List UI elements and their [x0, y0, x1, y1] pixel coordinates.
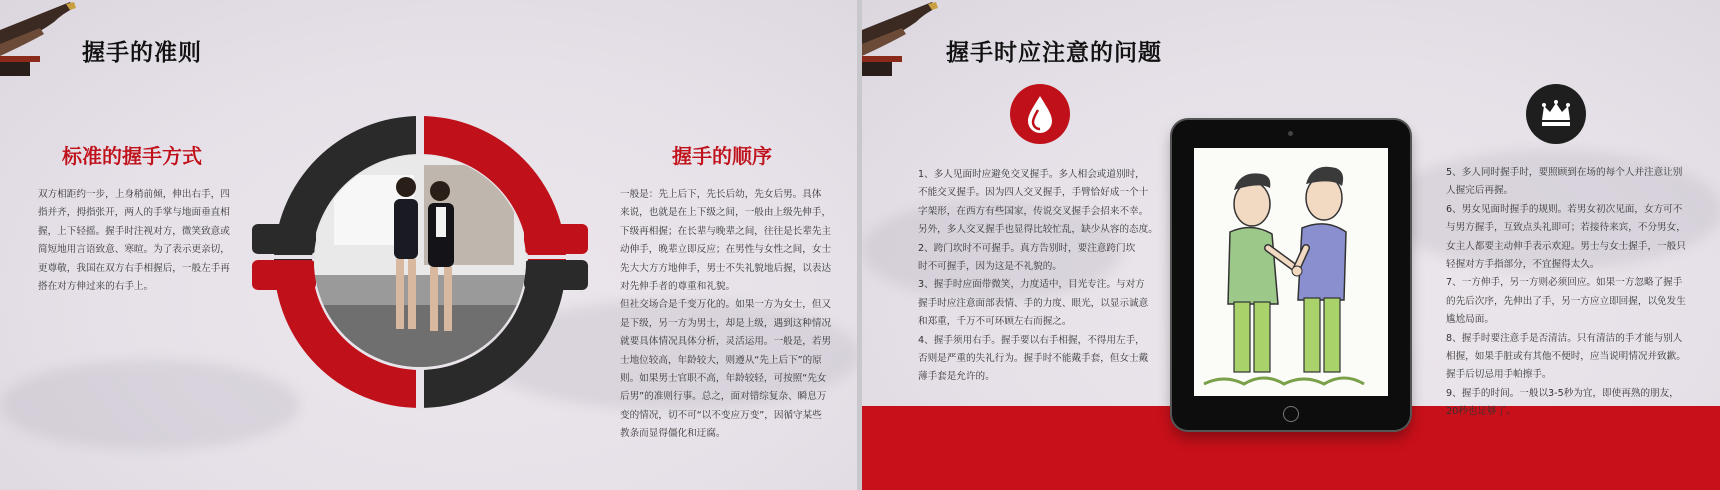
- crown-icon: [1526, 84, 1586, 144]
- text-handshake-order: 一般是：先上后下，先长后幼，先女后男。具体 来说，也就是在上下级之间，一般由上级先伸手， 下级再相握；在长辈与晚辈之间，往往是长辈先主 动伸手，晚辈立即反应；在男性与女性之间，女士 先大大方方地伸手，男士不失礼貌地后握，以表达 对先伸手者的尊重和礼貌。 但社交场合是千变万化的。如果一方为女士，但又 是下级，另一方为男士，却是上级，遇到这种情况 就要具体情况具体分析，灵活运用。一般是，若男 士地位较高，年龄较大，则遵从“先上后下”的原 则。如果男士官职不高，年龄较轻，可按照“先女 后男”的准则行事。总之，面对错综复杂、瞬息万 变的情况，切不可“以不变应万变”，因循守某些 教条而显得僵化和迂腐。: [620, 189, 832, 440]
- tablet-screen-illustration: [1194, 148, 1388, 396]
- tablet-device: [1172, 120, 1410, 430]
- text-notes-1-4: 1、多人见面时应避免交叉握手。多人相会或道别时， 不能交叉握手。因为四人交叉握手，手臂恰好成一个十 字架形，在西方有些国家，传说交叉握手会招来不幸。 另外，多人交叉握手也显得比较忙乱，缺少从容的态度。 2、跨门坎时不可握手。真方告别时，要注意跨门坎 时不可握手，因为这是不礼貌的。 3、握手时应面带微笑，力度适中，目光专注。与对方 握手时应注意面部表情、手的力度、眼光，以显示诚意 和郑重，千万不可环顾左右而握之。 4、握手须用右手。握手要以右手相握，不得用左手， 否则是严重的失礼行为。握手时不能戴手套，但女士戴 薄手套是允许的。: [918, 169, 1158, 383]
- heading-handshake-order: 握手的顺序: [672, 144, 772, 168]
- slide-handshake-notes[interactable]: [862, 0, 1720, 490]
- slide-handshake-rules[interactable]: [0, 0, 857, 490]
- drop-icon: [1010, 84, 1070, 144]
- pagoda-roof-icon: [862, 0, 944, 80]
- tablet-camera: [1288, 131, 1293, 136]
- slide-title: 握手的准则: [82, 40, 202, 66]
- pagoda-roof-icon: [0, 0, 82, 80]
- heading-standard-handshake: 标准的握手方式: [62, 144, 202, 168]
- text-standard-handshake: 双方相距约一步，上身稍前倾，伸出右手，四 指并齐，拇指张开，两人的手掌与地面垂直相 握，上下轻摇。握手时注视对方，微笑致意或 简短地用言语致意、寒暄。为了表示更亲切， 更尊敬，我国在双方右手相握后，一般左手再 搭在对方伸过来的右手上。: [38, 189, 230, 293]
- tablet-home-button: [1283, 406, 1299, 422]
- slide-title: 握手时应注意的问题: [946, 40, 1162, 66]
- handshake-photo: [314, 155, 526, 367]
- text-notes-5-9: 5、多人同时握手时，要照顾到在场的每个人并注意让别 人握完后再握。 6、男女见面时握手的规则。若男女初次见面，女方可不 与男方握手，互致点头礼即可；若接待来宾，不分男女， 女主人都要主动伸手表示欢迎。男士与女士握手，一般只 轻握对方手指部分，不宜握得太久。 7、一方伸手，另一方则必须回应。如果一方忽略了握手 的先后次序，先伸出了手，另一方应立即回握，以免发生 尴尬局面。 8、握手时要注意手是否清洁。只有清洁的手才能与别人 相握，如果手脏或有其他不便时，应当说明情况并致歉。 握手后切忌用手帕擦手。 9、握手的时间。一般以3-5秒为宜，即使再熟的朋友， 20秒也足够了。: [1446, 167, 1686, 418]
